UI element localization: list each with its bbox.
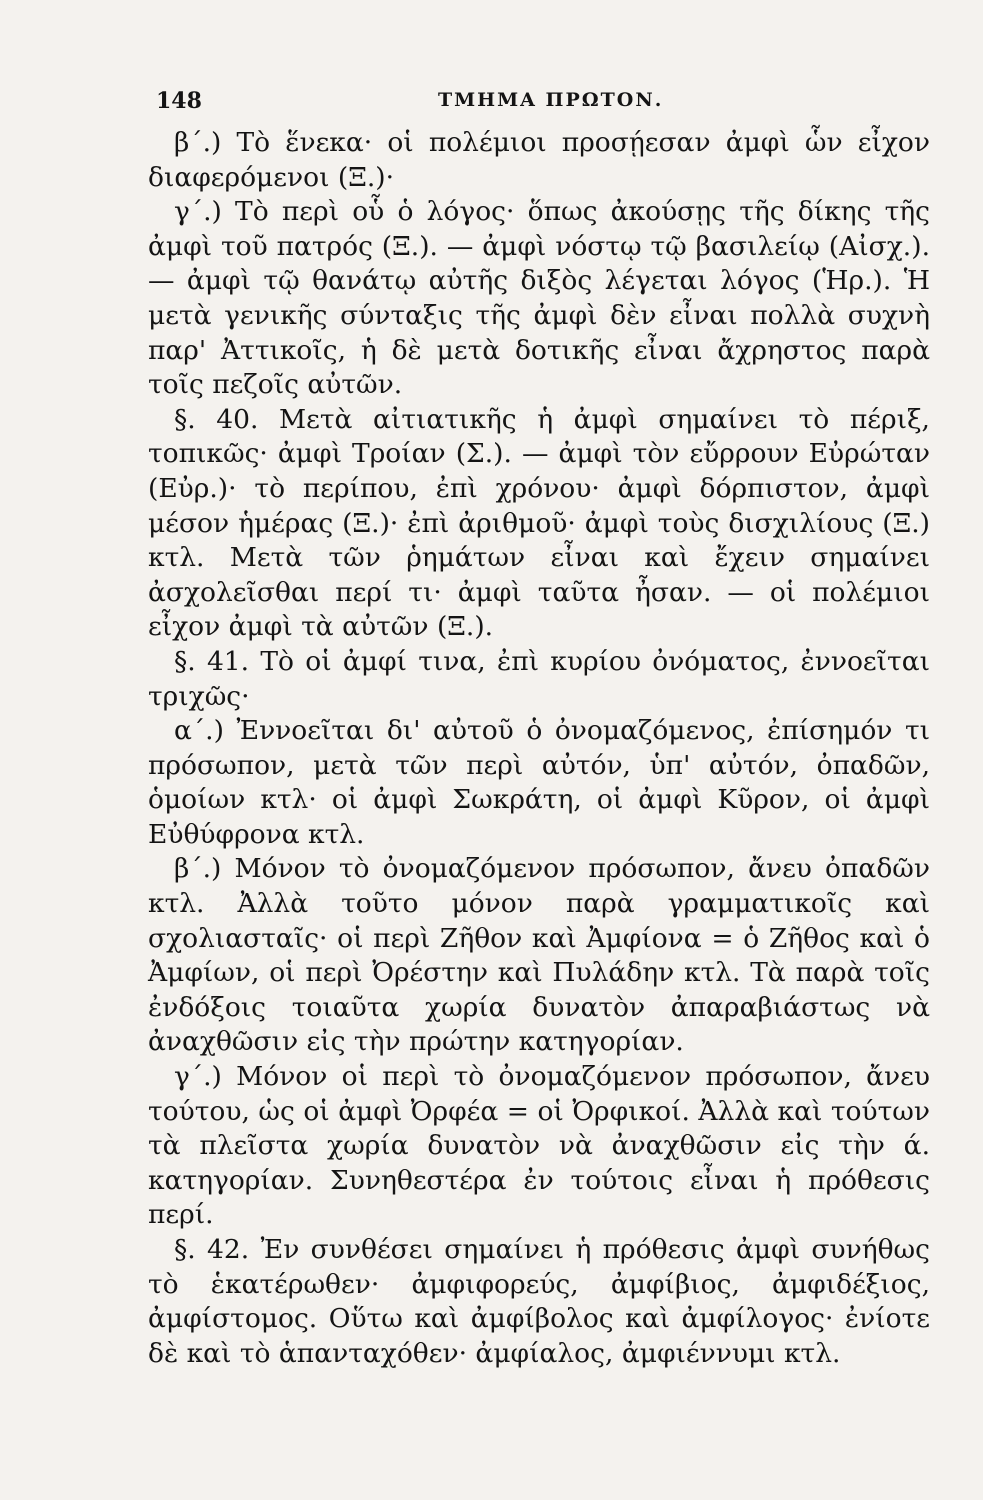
paragraph-beta: β΄.) Τὸ ἕνεκα· οἱ πολέμιοι προσῄεσαν ἀμφὶ ὧν εἶχον διαφερόμενοι (Ξ.)· xyxy=(148,127,930,193)
paragraph-alpha: α΄.) Ἐννοεῖται δι' αὐτοῦ ὁ ὀνομαζόμενος, ἐπίσημόν τι πρόσωπον, μετὰ τῶν περὶ αὐτόν, ὑπ' αὐτόν, ὀπαδῶν, ὁμοίων κτλ· οἱ ἀμφὶ Σωκράτη, οἱ ἀμφὶ Κῦρον, οἱ ἀμφὶ Εὐθύφρονα κτλ. xyxy=(148,715,930,850)
running-head: ΤΜΗΜΑ ΠΡΩΤΟΝ. xyxy=(438,89,664,111)
paragraph-gamma-2: γ΄.) Μόνον οἱ περὶ τὸ ὀνομαζόμενον πρόσωπον, ἄνευ τούτου, ὡς οἱ ἀμφὶ Ὀρφέα = οἱ Ὀρφικοί. Ἀλλὰ καὶ τούτων τὰ πλεῖστα χωρία δυνατὸν νὰ ἀναχθῶσιν εἰς τὴν ά. κατηγορίαν. Συνηθεστέρα ἐν τούτοις εἶναι ἡ πρόθεσις περί. xyxy=(148,1061,930,1231)
page-number: 148 xyxy=(156,88,202,114)
section-41: §. 41. Τὸ οἱ ἀμφί τινα, ἐπὶ κυρίου ὀνόματος, ἐννοεῖται τριχῶς· xyxy=(148,645,930,712)
body-text xyxy=(148,126,930,1371)
section-40: §. 40. Μετὰ αἰτιατικῆς ἡ ἀμφὶ σημαίνει τὸ πέριξ, τοπικῶς· ἀμφὶ Τροίαν (Σ.). — ἀμφὶ τὸν εὔρρουν Εὐρώταν (Εὐρ.)· τὸ περίπου, ἐπὶ χρόνου· ἀμφὶ δόρπιστον, ἀμφὶ μέσον ἡμέρας (Ξ.)· ἐπὶ ἀριθμοῦ· ἀμφὶ τοὺς δισχιλίους (Ξ.) κτλ. Μετὰ τῶν ῥημάτων εἶναι καὶ ἔχειν σημαίνει ἀσχολεῖσθαι περί τι· ἀμφὶ ταῦτα ἦσαν. — οἱ πολέμιοι εἶχον ἀμφὶ τὰ αὐτῶν (Ξ.). xyxy=(148,403,930,643)
section-42: §. 42. Ἐν συνθέσει σημαίνει ἡ πρόθεσις ἀμφὶ συνήθως τὸ ἑκατέρωθεν· ἀμφιφορεύς, ἀμφίβιος, ἀμφιδέξιος, ἀμφίστομος. Οὕτω καὶ ἀμφίβολος καὶ ἀμφίλογος· ἐνίοτε δὲ καὶ τὸ ἁπανταχόθεν· ἀμφίαλος, ἀμφιέννυμι κτλ. xyxy=(148,1234,930,1369)
page-header xyxy=(148,88,908,120)
paragraph-beta-2: β΄.) Μόνον τὸ ὀνομαζόμενον πρόσωπον, ἄνευ ὀπαδῶν κτλ. Ἀλλὰ τοῦτο μόνον παρὰ γραμματικοῖς καὶ σχολιασταῖς· οἱ περὶ Ζῆθον καὶ Ἀμφίονα = ὁ Ζῆθος καὶ ὁ Ἀμφίων, οἱ περὶ Ὀρέστην καὶ Πυλάδην κτλ. Τὰ παρὰ τοῖς ἐνδόξοις τοιαῦτα χωρία δυνατὸν ἀπαραβιάστως νὰ ἀναχθῶσιν εἰς τὴν πρώτην κατηγορίαν. xyxy=(148,853,930,1058)
paragraph-gamma: γ΄.) Τὸ περὶ οὗ ὁ λόγος· ὅπως ἀκούσῃς τῆς δίκης τῆς ἀμφὶ τοῦ πατρός (Ξ.). — ἀμφὶ νόστῳ τῷ βασιλείῳ (Αἰσχ.). — ἀμφὶ τῷ θανάτῳ αὐτῆς διξὸς λέγεται λόγος (Ἡρ.). Ἡ μετὰ γενικῆς σύνταξις τῆς ἀμφὶ δὲν εἶναι πολλὰ συχνὴ παρ' Ἀττικοῖς, ἡ δὲ μετὰ δοτικῆς εἶναι ἄχρηστος παρὰ τοῖς πεζοῖς αὐτῶν. xyxy=(148,196,930,401)
